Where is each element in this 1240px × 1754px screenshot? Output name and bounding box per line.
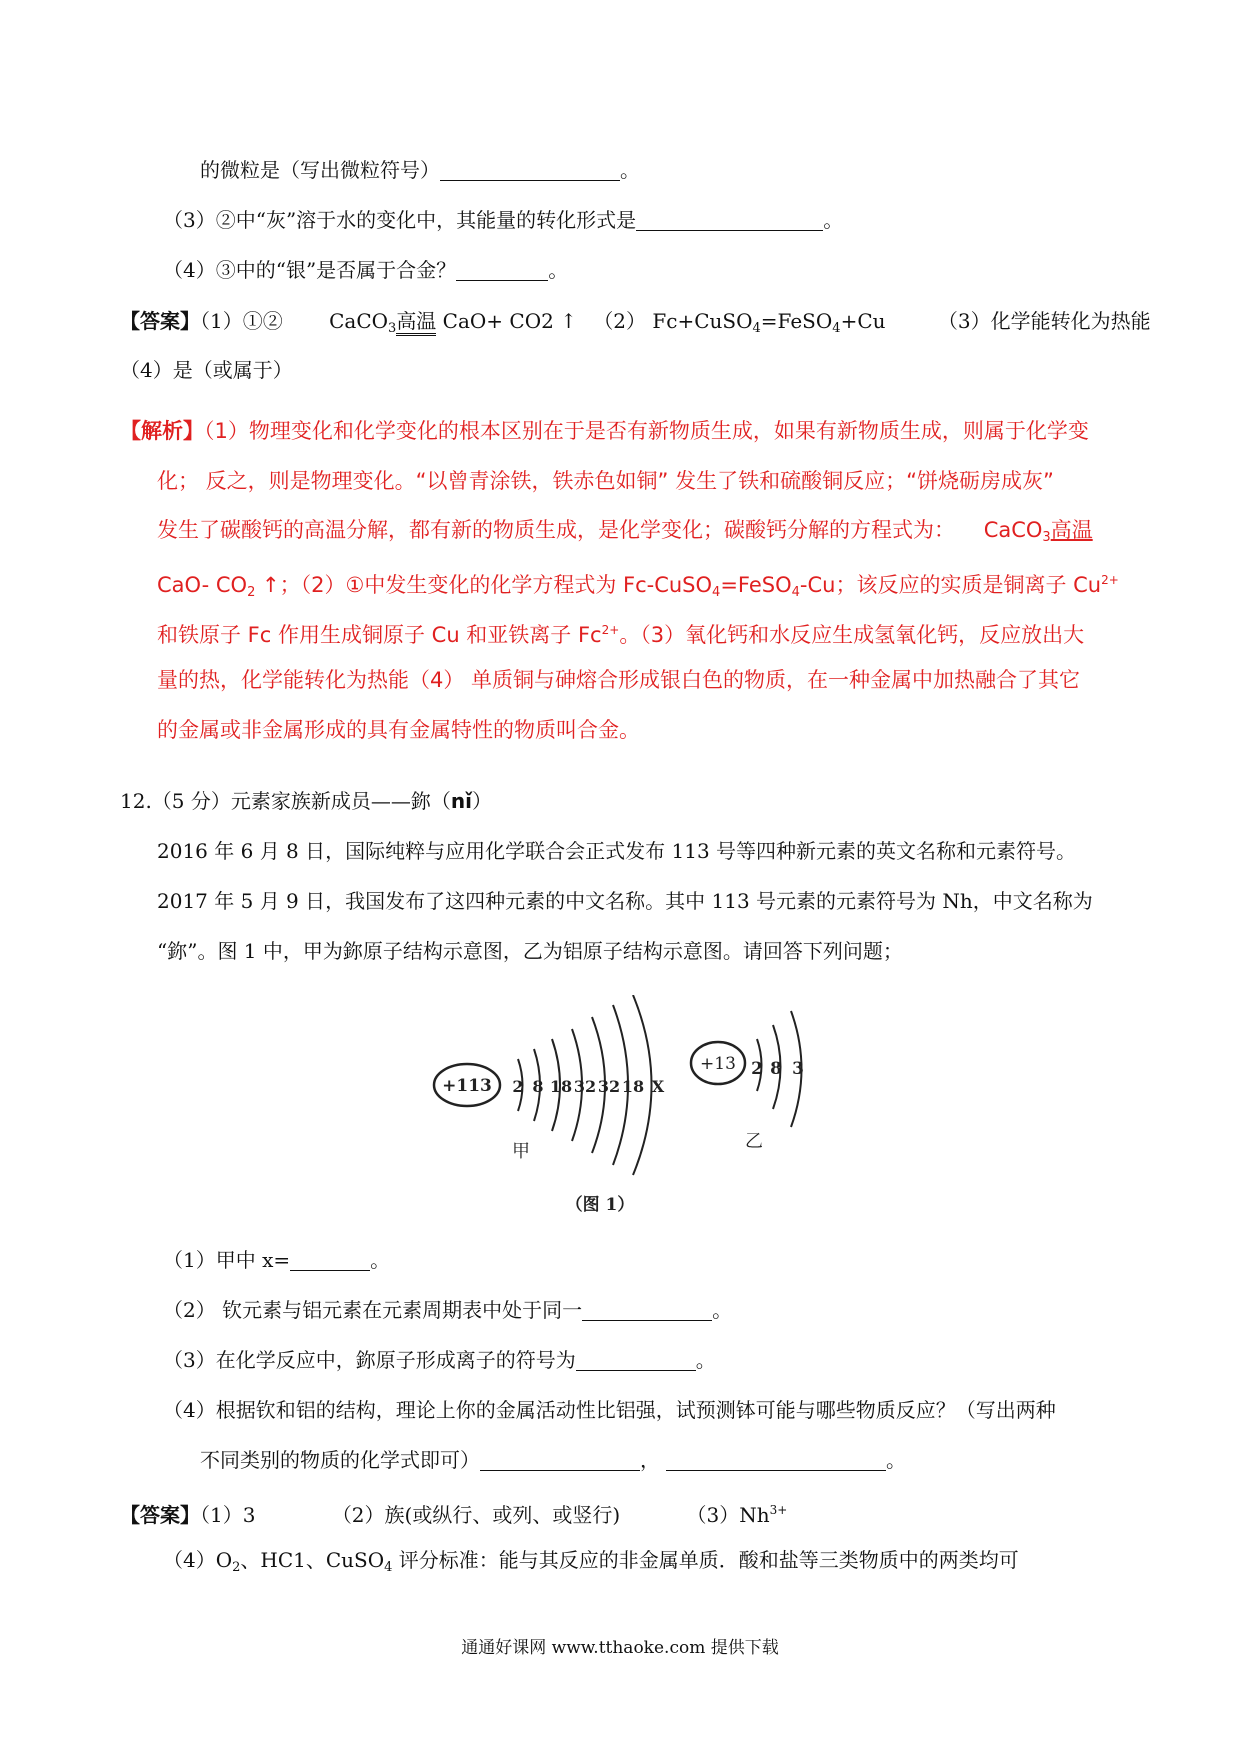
q12-blank-1[interactable] (290, 1250, 370, 1271)
analysis11-line2 (157, 468, 1054, 494)
q12-sub3-end: 。 (695, 1348, 716, 1372)
analysis11-p4b: ↑；（2）①中发生变化的化学方程式为 Fc-CuSO (255, 573, 713, 597)
analysis11-p2: 化； 反之，则是物理变化。“以曾青涂铁，铁赤色如铜” 发生了铁和硫酸铜反应；“饼烧砺房成灰” (157, 469, 1054, 493)
answer11-caco-sub: 3 (388, 321, 397, 336)
q12-sub4a (163, 1397, 1056, 1423)
answer12-a4b: 、HC1、CuSO (240, 1548, 385, 1572)
analysis11-caco: CaCO (983, 518, 1043, 542)
q11-blank-1[interactable] (440, 160, 620, 181)
answer12-a4a: （4）O (163, 1548, 233, 1572)
analysis11-line3 (157, 517, 1093, 551)
yi-label: 乙 (745, 1131, 763, 1152)
q12-sub1-end: 。 (370, 1248, 391, 1272)
q12-blank-2[interactable] (582, 1300, 712, 1321)
q12-sub4b (200, 1447, 906, 1473)
q12-pinyin: nǐ (450, 789, 472, 813)
answer11-line1 (120, 308, 1151, 342)
answer12-tag: 【答案】 (120, 1503, 200, 1527)
yi-shell-2: 8 (770, 1059, 782, 1079)
answer12-a3 (687, 1503, 788, 1527)
q11-blank-3[interactable] (636, 210, 823, 231)
yi-shell-3: 3 (792, 1059, 804, 1079)
q11-line3-end: 。 (823, 208, 844, 232)
analysis11-p4c: =FeSO (720, 573, 792, 597)
answer11-products: CaO+ CO2 ↑ (436, 309, 577, 333)
q12-blank-4a[interactable] (480, 1450, 640, 1471)
analysis11-line4 (157, 567, 1119, 606)
answer11-condition: 高温 (396, 309, 436, 336)
analysis11-p6: 量的热，化学能转化为热能（4） 单质铜与砷熔合形成银白色的物质，在一种金属中加热融合了其它 (157, 668, 1081, 692)
analysis11-line5 (157, 617, 1084, 648)
q12-sub2-end: 。 (712, 1298, 733, 1322)
jia-shell-4: 32 (573, 1077, 597, 1096)
q12-para3 (157, 938, 903, 964)
yi-shell-1: 2 (751, 1059, 763, 1079)
q11-blank-4[interactable] (456, 260, 548, 281)
q12-sub1-text: （1）甲中 x= (163, 1248, 291, 1272)
answer12-a4-sub: 2 (232, 1560, 241, 1575)
answer11-a2-end: +Cu (840, 309, 886, 333)
q11-line3 (163, 207, 843, 233)
atom-structure-figure (430, 995, 830, 1225)
q11-line3-text: （3）②中“灰”溶于水的变化中，其能量的转化形式是 (163, 208, 637, 232)
jia-label: 甲 (512, 1141, 530, 1162)
jia-shell-x: X (651, 1077, 665, 1096)
q12-blank-4b[interactable] (666, 1450, 886, 1471)
answer12-a4c: 评分标准：能与其反应的非金属单质．酸和盐等三类物质中的两类均可 (392, 1548, 1019, 1572)
jia-nucleus-label: +113 (442, 1076, 492, 1096)
yi-diagram (691, 1011, 804, 1152)
q12-sub3-text: （3）在化学反应中，鉨原子形成离子的符号为 (163, 1348, 576, 1372)
answer12-line2 (163, 1547, 1019, 1581)
jia-shell-2: 8 (532, 1077, 544, 1096)
answer11-caco: CaCO (329, 309, 389, 333)
q12-p1: 2016 年 6 月 8 日，国际纯粹与应用化学联合会正式发布 113 号等四种新元素的英文名称和元素符号。 (157, 839, 1077, 863)
q12-head: 12.（5 分）元素家族新成员——鉨（ (120, 789, 451, 813)
analysis11-p5-sup: 2+ (601, 623, 620, 637)
analysis11-line1 (120, 418, 1089, 444)
answer11-a2-text: （2） Fc+CuSO (593, 309, 753, 333)
answer11-a2 (593, 309, 886, 336)
q12-heading (120, 788, 492, 814)
answer11-line2 (120, 357, 293, 383)
q12-sub4a-text: （4）根据钦和铝的结构，理论上你的金属活动性比铝强，试预测钵可能与哪些物质反应？（写出两种 (163, 1398, 1056, 1422)
q11-line4-text: （4）③中的“银”是否属于合金？ (163, 258, 457, 282)
answer11-a2-sub2: 4 (832, 321, 841, 336)
analysis11-condition: 高温 (1050, 518, 1093, 542)
jia-shell-1: 2 (512, 1077, 524, 1096)
answer11-a3: （3）化学能转化为热能 (937, 309, 1151, 333)
jia-shell-6: 18 (621, 1077, 645, 1096)
answer11-a1-head: （1）①② (200, 309, 283, 333)
q11-line1 (200, 157, 640, 183)
analysis11-p4a: CaO- CO (157, 573, 248, 597)
analysis11-p4a-sub: 2 (247, 585, 256, 600)
q12-p3: “鉨”。图 1 中，甲为鉨原子结构示意图，乙为铝原子结构示意图。请回答下列问题； (157, 939, 903, 963)
answer12-a1: （1）3 (200, 1503, 256, 1527)
answer11-formula (329, 309, 577, 336)
analysis11-line6 (157, 667, 1080, 693)
analysis11-caco-sub: 3 (1042, 530, 1051, 545)
answer12-a3-text: （3）Nh (686, 1503, 770, 1527)
q12-para2 (157, 888, 1093, 914)
q12-sub1 (163, 1247, 390, 1273)
analysis11-p4d-sup: 2+ (1101, 573, 1119, 587)
q12-sub2 (163, 1297, 732, 1323)
q12-blank-3[interactable] (576, 1350, 696, 1371)
answer12-a3-sup: 3+ (769, 1503, 788, 1517)
q12-head-end: ） (471, 789, 492, 813)
jia-shell-5: 32 (597, 1077, 621, 1096)
jia-diagram (434, 995, 665, 1175)
analysis11-p3: 发生了碳酸钙的高温分解，都有新的物质生成，是化学变化；碳酸钙分解的方程式为： (157, 518, 955, 542)
analysis11-line7 (157, 717, 640, 743)
q12-sub4b-text: 不同类别的物质的化学式即可） (200, 1448, 480, 1472)
answer12-line1 (120, 1497, 787, 1528)
page-footer: 通通好课网 www.tthaoke.com 提供下载 (461, 1638, 779, 1658)
jia-shell-3: 18 (549, 1077, 573, 1096)
answer12-a4-sub2: 4 (384, 1560, 393, 1575)
analysis11-formula (983, 518, 1093, 545)
q12-sub3 (163, 1347, 716, 1373)
answer12-a2: （2）族(或纵行、或列、或竖行) (331, 1503, 621, 1527)
answer11-a2-mid: =FeSO (760, 309, 833, 333)
analysis11-p5-end: 。（3）氧化钙和水反应生成氢氧化钙，反应放出大 (619, 623, 1085, 647)
q11-line1-text: 的微粒是（写出微粒符号） (200, 158, 440, 182)
analysis11-p7: 的金属或非金属形成的具有金属特性的物质叫合金。 (157, 718, 640, 742)
analysis11-p5: 和铁原子 Fc 作用生成铜原子 Cu 和亚铁离子 Fc (157, 623, 602, 647)
q12-sub2-text: （2） 钦元素与铝元素在元素周期表中处于同一 (163, 1298, 583, 1322)
q12-sub4b-end: 。 (886, 1448, 906, 1472)
q11-line4-end: 。 (548, 258, 569, 282)
analysis11-tag: 【解析】 (120, 419, 204, 443)
q12-para1 (157, 838, 1076, 864)
yi-nucleus-label: +13 (700, 1054, 736, 1074)
analysis11-p4d: -Cu；该反应的实质是铜离子 Cu (799, 573, 1102, 597)
q12-p2: 2017 年 5 月 9 日，我国发布了这四种元素的中文名称。其中 113 号元素的元素符号为 Nh，中文名称为 (157, 889, 1093, 913)
figure-caption: （图 1） (565, 1195, 635, 1215)
answer11-a2-sub1: 4 (752, 321, 761, 336)
analysis11-p4b-sub: 4 (712, 585, 721, 600)
q12-sub4b-mid: ， (640, 1448, 660, 1472)
analysis11-p1: （1）物理变化和化学变化的根本区别在于是否有新物质生成，如果有新物质生成，则属于化学变 (204, 419, 1089, 443)
q11-line4 (163, 257, 568, 283)
analysis11-p4c-sub: 4 (791, 585, 800, 600)
answer11-tag: 【答案】 (120, 309, 200, 333)
q11-line1-end: 。 (620, 158, 640, 182)
answer11-a4: （4）是（或属于） (120, 358, 293, 382)
